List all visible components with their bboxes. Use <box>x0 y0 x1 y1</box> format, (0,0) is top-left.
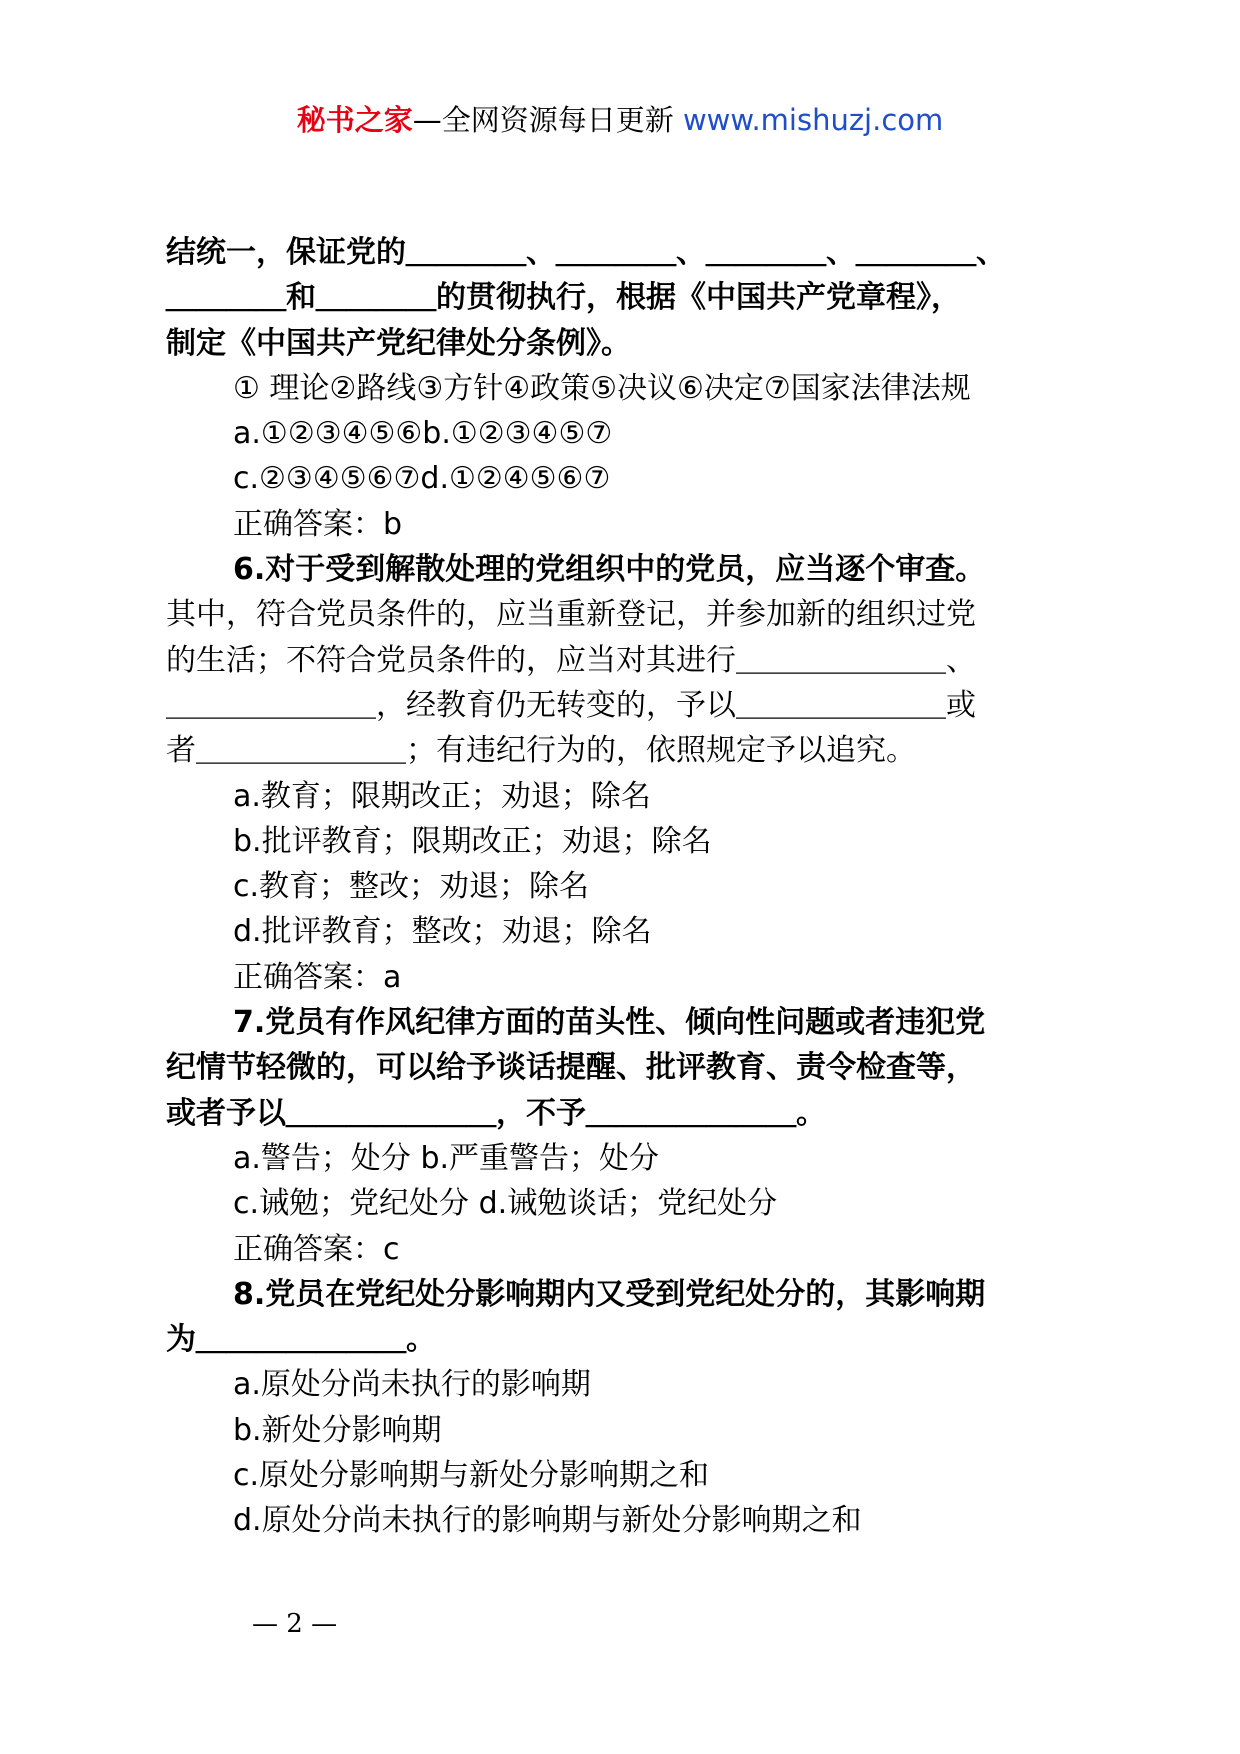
text-line: c.②③④⑤⑥⑦d.①②④⑤⑥⑦ <box>233 461 611 497</box>
site-tagline: —全网资源每日更新 <box>412 103 683 137</box>
text-line: 正确答案：c <box>233 1231 400 1267</box>
text-line: 结统一，保证党的＿＿＿＿、＿＿＿＿、＿＿＿＿、＿＿＿＿、 <box>166 235 1006 270</box>
site-url: www.mishuzj.com <box>682 103 944 137</box>
page-header <box>0 100 1240 140</box>
text-line: c.原处分影响期与新处分影响期之和 <box>233 1458 710 1494</box>
text-line: ＿＿＿＿和＿＿＿＿的贯彻执行，根据《中国共产党章程》， <box>166 280 961 316</box>
text-line: 者＿＿＿＿＿＿＿；有违纪行为的，依照规定予以追究。 <box>166 733 916 769</box>
text-line: a.教育；限期改正；劝退；除名 <box>233 778 651 814</box>
text-line: 纪情节轻微的，可以给予谈话提醒、批评教育、责令检查等， <box>166 1050 976 1086</box>
text-line: d.原处分尚未执行的影响期与新处分影响期之和 <box>233 1503 862 1539</box>
text-line: c.教育；整改；劝退；除名 <box>233 869 590 905</box>
text-line: 6.对于受到解散处理的党组织中的党员，应当逐个审查。 <box>233 552 986 588</box>
text-line: c.诫勉；党纪处分 d.诫勉谈话；党纪处分 <box>233 1186 778 1222</box>
text-line: a.警告；处分 b.严重警告；处分 <box>233 1140 660 1176</box>
text-line: 或者予以＿＿＿＿＿＿＿，不予＿＿＿＿＿＿＿。 <box>166 1095 826 1131</box>
text-line: 的生活；不符合党员条件的，应当对其进行＿＿＿＿＿＿＿、 <box>166 642 976 678</box>
text-line: 制定《中国共产党纪律处分条例》。 <box>166 325 631 361</box>
page-number: — 2 — <box>252 1609 338 1639</box>
site-brand: 秘书之家 <box>296 103 413 137</box>
text-line: b.批评教育；限期改正；劝退；除名 <box>233 823 712 859</box>
text-line: a.①②③④⑤⑥b.①②③④⑤⑦ <box>233 416 613 452</box>
text-line: a.原处分尚未执行的影响期 <box>233 1367 591 1403</box>
text-line: 正确答案：a <box>233 959 402 995</box>
text-line: b.新处分影响期 <box>233 1412 442 1448</box>
text-line: d.批评教育；整改；劝退；除名 <box>233 914 652 950</box>
document-body <box>166 230 1086 1544</box>
text-line: 其中，符合党员条件的，应当重新登记，并参加新的组织过党 <box>166 597 976 633</box>
text-line: 7.党员有作风纪律方面的苗头性、倾向性问题或者违犯党 <box>233 1005 986 1041</box>
text-line: ① 理论②路线③方针④政策⑤决议⑥决定⑦国家法律法规 <box>233 370 971 406</box>
text-line: ＿＿＿＿＿＿＿，经教育仍无转变的，予以＿＿＿＿＿＿＿或 <box>166 687 976 723</box>
text-line: 正确答案：b <box>233 506 403 542</box>
text-line: 8.党员在党纪处分影响期内又受到党纪处分的，其影响期 <box>233 1276 986 1312</box>
text-line: 为＿＿＿＿＿＿＿。 <box>166 1322 436 1358</box>
